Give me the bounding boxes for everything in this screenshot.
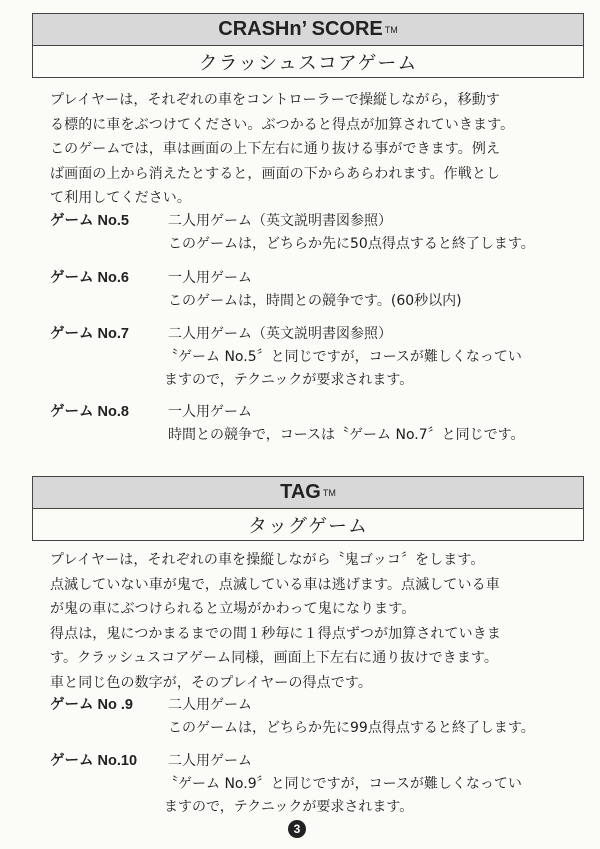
tag-header bbox=[32, 476, 584, 541]
game-mode: 二人用ゲーム bbox=[168, 753, 252, 769]
game-mode: 二人用ゲーム bbox=[168, 697, 252, 713]
game-description-line: このゲームは，時間との競争です。(60秒以内) bbox=[168, 293, 462, 309]
game-label: ゲーム No.7 bbox=[50, 326, 129, 342]
paragraph-line: プレイヤーは，それぞれの車をコントローラーで操縦しながら，移動す bbox=[50, 92, 500, 108]
game-description-line: このゲームは，どちらか先に99点得点すると終了します。 bbox=[168, 720, 535, 736]
paragraph-line: プレイヤーは，それぞれの車を操縦しながら〝鬼ゴッコ〞をします。 bbox=[50, 552, 485, 568]
paragraph-line: 点滅していない車が鬼で，点滅している車は逃げます。点滅している車 bbox=[50, 576, 500, 593]
trademark-mark: TM bbox=[322, 487, 336, 498]
crash-score-description bbox=[50, 88, 590, 211]
game-6-entry bbox=[50, 267, 590, 313]
game-mode: 一人用ゲーム bbox=[168, 404, 252, 420]
paragraph-line: 得点は，鬼につかまるまでの間１秒毎に１得点ずつが加算されていきま bbox=[50, 625, 501, 642]
game-label: ゲーム No.8 bbox=[50, 404, 129, 420]
game-9-entry bbox=[50, 694, 590, 740]
game-description-line: 時間との競争で，コースは〝ゲーム No.7〞と同じです。 bbox=[168, 427, 525, 443]
game-label: ゲーム No.6 bbox=[50, 270, 129, 286]
paragraph-line: る標的に車をぶつけてください。ぶつかると得点が加算されていきます。 bbox=[50, 116, 515, 133]
tag-description bbox=[50, 548, 590, 695]
game-description-line: ますので，テクニックが要求されます。 bbox=[164, 372, 414, 388]
game-mode: 二人用ゲーム（英文説明書図参照） bbox=[168, 213, 392, 229]
crash-score-header bbox=[32, 13, 584, 78]
paragraph-line: このゲームでは，車は画面の上下左右に通り抜ける事ができます。例え bbox=[50, 141, 501, 157]
paragraph-line: が鬼の車にぶつけられると立場がかわって鬼になります。 bbox=[50, 601, 416, 617]
game-description-line: このゲームは，どちらか先に50点得点すると終了します。 bbox=[168, 236, 535, 252]
game-7-entry bbox=[50, 323, 590, 392]
game-10-entry bbox=[50, 750, 590, 819]
game-label: ゲーム No .9 bbox=[50, 697, 133, 713]
game-label: ゲーム No.5 bbox=[50, 213, 129, 229]
paragraph-line: 車と同じ色の数字が，そのプレイヤーの得点です。 bbox=[50, 674, 372, 691]
paragraph-line: て利用してください。 bbox=[50, 190, 191, 206]
game-description-line: ますので，テクニックが要求されます。 bbox=[164, 799, 414, 815]
crash-score-title: CRASHn’ SCORE bbox=[218, 18, 383, 40]
trademark-mark: TM bbox=[384, 24, 398, 35]
game-5-entry bbox=[50, 210, 590, 256]
tag-subtitle: タッグゲーム bbox=[32, 508, 584, 541]
game-mode: 二人用ゲーム（英文説明書図参照） bbox=[168, 326, 392, 342]
paragraph-line: す。クラッシュスコアゲーム同様，画面上下左右に通り抜けできます。 bbox=[50, 650, 498, 666]
crash-score-subtitle: クラッシュスコアゲーム bbox=[32, 45, 584, 78]
game-label: ゲーム No.10 bbox=[50, 753, 138, 769]
game-description-line: 〝ゲーム No.5〞と同じですが，コースが難しくなってい bbox=[164, 349, 522, 365]
game-description-line: 〝ゲーム No.9〞と同じですが，コースが難しくなってい bbox=[164, 776, 522, 792]
tag-title: TAG bbox=[280, 481, 321, 503]
page-number: 3 bbox=[288, 820, 306, 838]
game-8-entry bbox=[50, 401, 590, 447]
tag-title-bar bbox=[32, 476, 584, 508]
game-mode: 一人用ゲーム bbox=[168, 270, 252, 286]
crash-score-title-bar bbox=[32, 13, 584, 45]
paragraph-line: ば画面の上から消えたとすると，画面の下からあらわれます。作戦とし bbox=[50, 165, 501, 182]
